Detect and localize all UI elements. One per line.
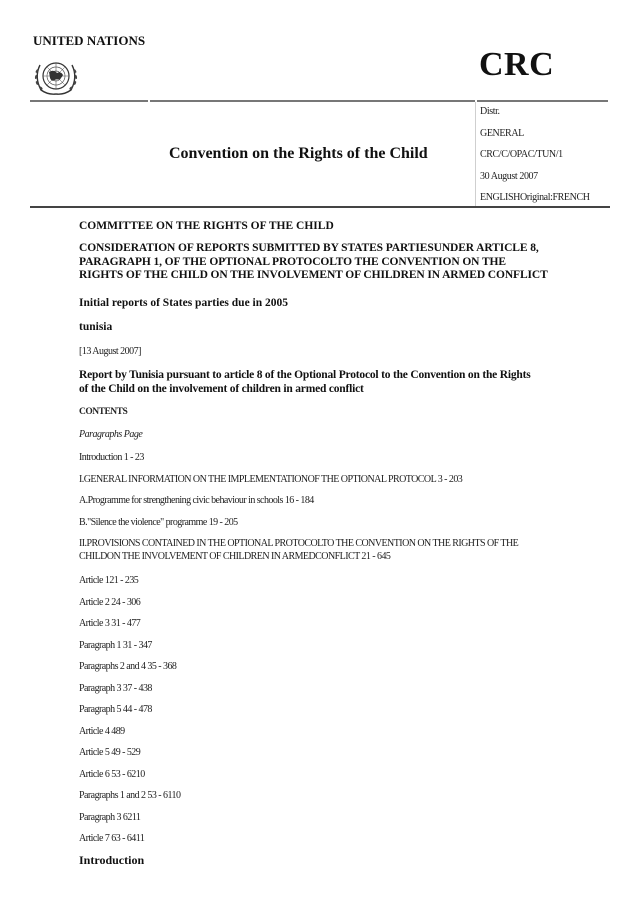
toc-item-silence-violence[interactable]: B."Silence the violence" programme 19 - 205 [79,517,238,528]
consideration-line: PARAGRAPH 1, OF THE OPTIONAL PROTOCOLTO THE CONVENTION ON THE [79,255,506,268]
organization-name: UNITED NATIONS [33,33,146,48]
toc-item-paragraphs-2-4[interactable]: Paragraphs 2 and 4 35 - 368 [79,661,177,672]
toc-item-introduction[interactable]: Introduction 1 - 23 [79,452,144,463]
document-symbol-crc: CRC [479,46,555,83]
toc-item-provisions-line: CHILDON THE INVOLVEMENT OF CHILDREN IN ARMEDCONFLICT 21 - 645 [79,551,391,562]
toc-item-provisions[interactable] [79,537,559,563]
toc-item-general-information[interactable]: I.GENERAL INFORMATION ON THE IMPLEMENTATIONOF THE OPTIONAL PROTOCOL 3 - 203 [79,474,463,485]
convention-title: Convention on the Rights of the Child [169,145,428,162]
toc-item-article-6[interactable]: Article 6 53 - 6210 [79,769,145,780]
toc-item-article-3[interactable]: Article 3 31 - 477 [79,618,141,629]
toc-item-article-7[interactable]: Article 7 63 - 6411 [79,833,145,844]
committee-heading: COMMITTEE ON THE RIGHTS OF THE CHILD [79,220,334,232]
toc-item-article-1[interactable]: Article 121 - 235 [79,575,139,586]
header-top-rule [30,100,608,102]
meta-distr-label: Distr. [480,106,500,117]
toc-item-civic-behaviour[interactable]: A.Programme for strengthening civic behaviour in schools 16 - 184 [79,495,314,506]
toc-item-paragraph-1[interactable]: Paragraph 1 31 - 347 [79,640,152,651]
contents-column-headers: Paragraphs Page [79,429,143,440]
toc-item-article-2[interactable]: Article 2 24 - 306 [79,597,141,608]
consideration-line: CONSIDERATION OF REPORTS SUBMITTED BY STATES PARTIESUNDER ARTICLE 8, [79,242,539,254]
meta-document-symbol: CRC/C/OPAC/TUN/1 [480,149,563,160]
toc-item-paragraph-3b[interactable]: Paragraph 3 6211 [79,812,141,823]
header-bottom-rule [30,206,610,208]
consideration-heading [79,242,559,283]
initial-reports-heading: Initial reports of States parties due in 2005 [79,297,289,309]
report-title-line: Report by Tunisia pursuant to article 8 of the Optional Protocol to the Convention on the Rights [79,369,531,381]
meta-distribution: GENERAL [480,128,524,139]
toc-item-article-5[interactable]: Article 5 49 - 529 [79,747,141,758]
toc-item-paragraph-3[interactable]: Paragraph 3 37 - 438 [79,683,152,694]
toc-item-article-4[interactable]: Article 4 489 [79,726,125,737]
toc-item-provisions-line: II.PROVISIONS CONTAINED IN THE OPTIONAL PROTOCOLTO THE CONVENTION ON THE RIGHTS OF THE [79,538,519,549]
un-emblem-icon [31,57,81,97]
introduction-heading: Introduction [79,853,145,867]
received-date: [13 August 2007] [79,346,141,357]
toc-item-paragraphs-1-2[interactable]: Paragraphs 1 and 2 53 - 6110 [79,790,181,801]
contents-heading: CONTENTS [79,407,128,417]
report-title [79,368,569,396]
report-title-line: of the Child on the involvement of children in armed conflict [79,383,364,395]
meta-date: 30 August 2007 [480,171,538,182]
meta-language: ENGLISHOriginal:FRENCH [480,192,590,203]
rule-gap [148,99,150,103]
country-name: tunisia [79,321,113,333]
consideration-line: RIGHTS OF THE CHILD ON THE INVOLVEMENT OF CHILDREN IN ARMED CONFLICT [79,269,548,281]
toc-item-paragraph-5[interactable]: Paragraph 5 44 - 478 [79,704,152,715]
header-vertical-divider [475,102,476,206]
